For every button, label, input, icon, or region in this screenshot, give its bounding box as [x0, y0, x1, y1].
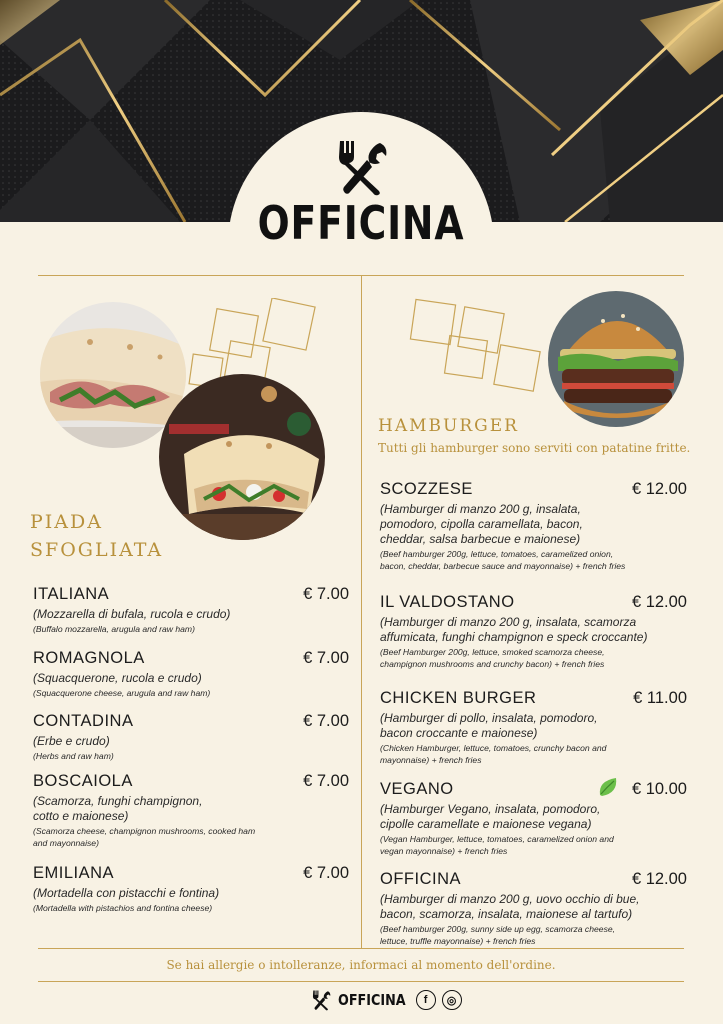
item-price: € 7.00 [303, 712, 349, 730]
item-english-description: (Chicken Hamburger, lettuce, tomatoes, crunchy bacon and mayonnaise) + french fries [380, 743, 607, 765]
piada-title-line2: SFOGLIATA [30, 539, 164, 561]
menu-item [33, 649, 349, 699]
footer-bar [310, 988, 462, 1012]
item-description: (Mortadella con pistacchi e fontina) [33, 886, 220, 900]
item-english-description: (Beef hamburger 200g, sunny side up egg, scamorza cheese, lettuce, truffle mayonnaise) + french fries [380, 924, 616, 946]
divider-bottom [38, 948, 684, 949]
item-description: (Erbe e crudo) [33, 734, 110, 748]
menu-item [380, 780, 687, 857]
item-description: (Hamburger di manzo 200 g, uovo occhio di bue, bacon, scamorza, insalata, maionese al tartufo) [380, 892, 640, 921]
item-name: IL VALDOSTANO [380, 593, 515, 611]
item-english-description: (Scamorza cheese, champignon mushrooms, cooked ham and mayonnaise) [33, 826, 256, 848]
item-english-description: (Buffalo mozzarella, arugula and raw ham) [33, 624, 195, 634]
hamburger-section-title: HAMBURGER [378, 416, 519, 436]
item-name: CHICKEN BURGER [380, 689, 537, 707]
divider-vertical [361, 276, 362, 948]
item-name: BOSCAIOLA [33, 772, 133, 790]
item-price: € 7.00 [303, 649, 349, 667]
hamburger-photo [548, 291, 684, 427]
facebook-icon[interactable]: f [416, 990, 436, 1010]
item-price: € 7.00 [303, 864, 349, 882]
item-description: (Hamburger di manzo 200 g, insalata, scamorza affumicata, funghi champignon e speck croccante) [380, 615, 648, 644]
item-price: € 12.00 [631, 593, 687, 611]
item-description: (Scamorza, funghi champignon, cotto e maionese) [33, 794, 203, 823]
item-name: ITALIANA [33, 585, 110, 603]
item-description: (Hamburger Vegano, insalata, pomodoro, cipolle caramellate e maionese vegana) [380, 802, 601, 831]
allergy-note: Se hai allergie o intolleranze, informaci al momento dell'ordine. [166, 958, 556, 972]
menu-item [380, 689, 687, 766]
item-price: € 12.00 [631, 480, 687, 498]
item-name: OFFICINA [380, 870, 461, 888]
item-name: VEGANO [380, 780, 454, 798]
item-description: (Squacquerone, rucola e crudo) [33, 671, 202, 685]
item-description: (Mozzarella di bufala, rucola e crudo) [33, 607, 231, 621]
item-description: (Hamburger di pollo, insalata, pomodoro, bacon croccante e maionese) [380, 711, 598, 740]
menu-item [380, 593, 687, 670]
item-price: € 11.00 [633, 689, 687, 707]
item-price: € 10.00 [631, 780, 687, 798]
brand-title: OFFICINA [257, 196, 465, 250]
item-english-description: (Vegan Hamburger, lettuce, tomatoes, caramelized onion and vegan mayonnaise) + french fries [380, 834, 614, 856]
fork-wrench-icon [332, 137, 390, 197]
menu-item [33, 864, 349, 914]
item-english-description: (Squacquerone cheese, arugula and raw ham) [33, 688, 211, 698]
item-price: € 7.00 [303, 772, 349, 790]
footer-brand: OFFICINA [338, 991, 406, 1009]
menu-item [33, 585, 349, 635]
menu-item [33, 712, 349, 762]
piada-section-title [30, 508, 163, 564]
menu-item [33, 772, 349, 849]
item-name: SCOZZESE [380, 480, 473, 498]
item-name: ROMAGNOLA [33, 649, 145, 667]
item-price: € 12.00 [631, 870, 687, 888]
item-name: EMILIANA [33, 864, 115, 882]
hamburger-section-subtitle: Tutti gli hamburger sono serviti con patatine fritte. [378, 441, 691, 455]
menu-item [380, 480, 687, 572]
item-price: € 7.00 [303, 585, 349, 603]
fork-wrench-icon [310, 989, 332, 1011]
menu-item [380, 870, 687, 947]
item-name: CONTADINA [33, 712, 134, 730]
item-english-description: (Beef hamburger 200g, lettuce, tomatoes, caramelized onion, bacon, cheddar, barbecue sauce and mayonnaise) + french fries [380, 549, 626, 571]
item-english-description: (Herbs and raw ham) [33, 751, 114, 761]
vegan-leaf-icon [596, 775, 620, 799]
instagram-icon[interactable]: ◎ [442, 990, 462, 1010]
piada-title-line1: PIADA [30, 511, 103, 533]
item-english-description: (Beef Hamburger 200g, lettuce, smoked scamorza cheese, champignon mushrooms and crunchy bacon) + french fries [380, 647, 605, 669]
divider-footer [38, 981, 684, 982]
item-description: (Hamburger di manzo 200 g, insalata, pomodoro, cipolla caramellata, bacon, cheddar, salsa barbecue e maionese) [380, 502, 583, 546]
piadina-sfogliata-photo [159, 374, 325, 540]
item-english-description: (Mortadella with pistachios and fontina cheese) [33, 903, 213, 913]
decorative-squares-right [405, 296, 555, 396]
